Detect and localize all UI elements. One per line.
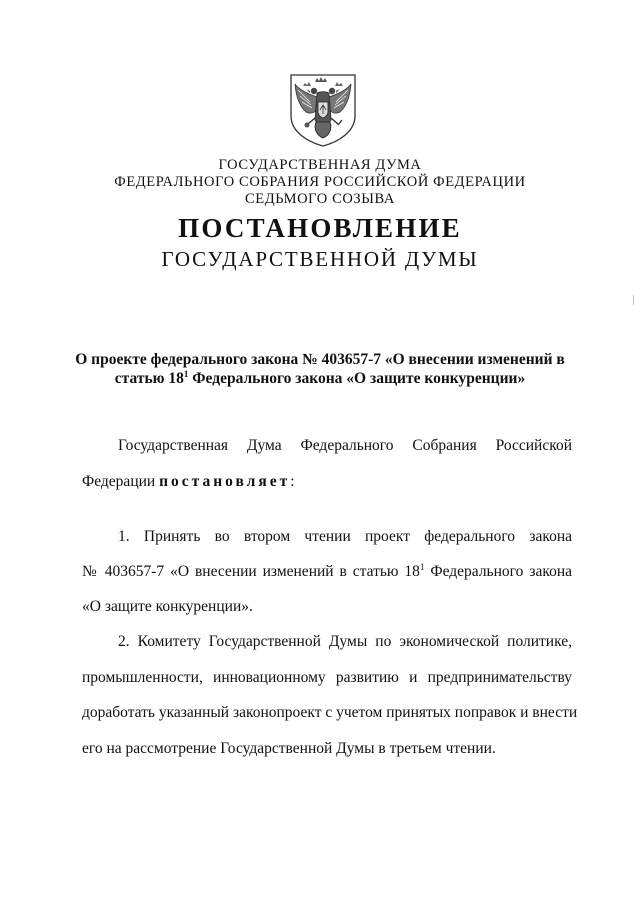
item2-line-1: 2. Комитету Государственной Думы по экономической политике, [118,633,572,650]
subject-line-1: О проекте федерального закона № 403657-7 «О внесении изменений в [75,351,565,368]
margin-mark [633,295,634,305]
subject-text: Федерального закона «О защите конкуренции» [188,370,526,387]
item1-line-2 [82,562,572,582]
subject-line-2 [60,369,580,388]
item2-line-4: его на рассмотрение Государственной Думы в третьем чтении. [82,740,496,757]
document-type: ПОСТАНОВЛЕНИЕ [178,213,462,243]
header-organization: ГОСУДАРСТВЕННАЯ ДУМА [218,157,422,173]
item2-line-3: доработать указанный законопроект с учетом принятых поправок и внести [82,704,578,721]
preamble-colon: : [290,473,295,490]
header-parliament: ФЕДЕРАЛЬНОГО СОБРАНИЯ РОССИЙСКОЙ ФЕДЕРАЦИИ [114,174,526,190]
preamble-line-1: Государственная Дума Федерального Собрания Российской [118,437,572,454]
resolution-verb: постановляет [159,473,291,490]
item2-line-2: промышленности, инновационному развитию и предпринимательству [82,669,572,686]
preamble-line-2 [82,472,572,492]
superscript: 1 [419,562,425,572]
item1-text: Федерального закона [424,563,572,580]
item1-text: № 403657-7 «О внесении изменений в статью 18 [82,563,420,580]
header-convocation: СЕДЬМОГО СОЗЫВА [245,191,395,207]
preamble-text: Федерации [82,473,160,490]
item1-line-1: 1. Принять во втором чтении проект федерального закона [118,528,572,545]
document-issuer: ГОСУДАРСТВЕННОЙ ДУМЫ [161,247,479,271]
subject-text: статью 18 [114,370,184,387]
superscript: 1 [183,369,189,379]
item1-line-3: «О защите конкуренции». [82,598,253,615]
coat-of-arms-icon [288,72,358,148]
